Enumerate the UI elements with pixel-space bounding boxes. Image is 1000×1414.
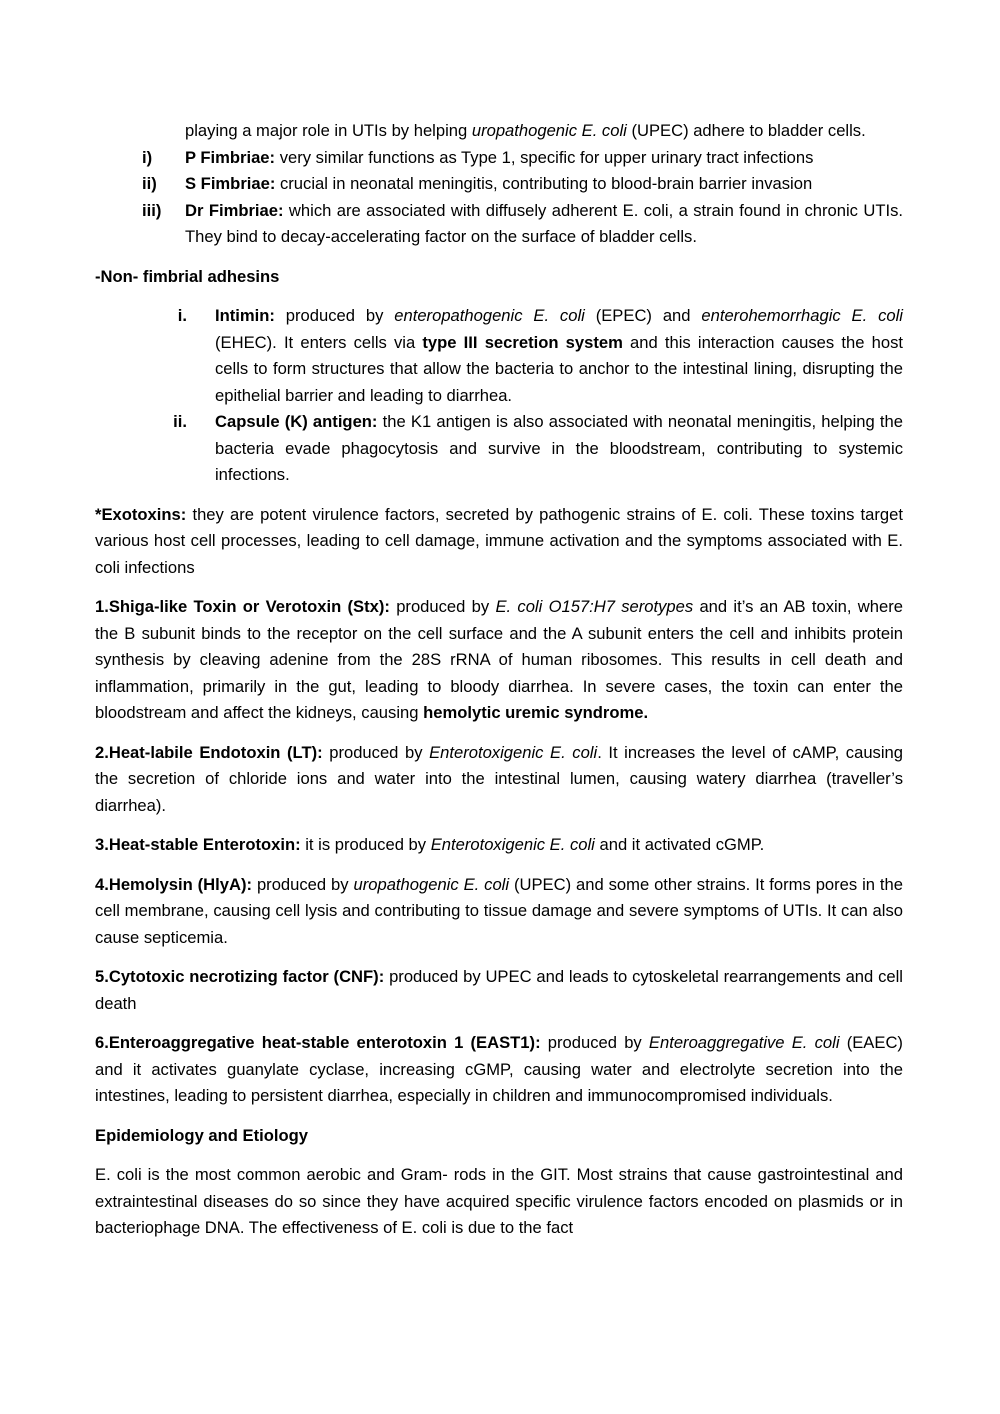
item-title: Capsule (K) antigen:: [215, 412, 378, 431]
item-title: S Fimbriae:: [185, 174, 276, 193]
section-heading-nonfimbrial: -Non- fimbrial adhesins: [95, 266, 280, 286]
toxin-3-paragraph: 3.Heat-stable Enterotoxin: it is produced by Enterotoxigenic E. coli and it activated cGMP.: [95, 835, 765, 854]
toxin-6-paragraph: 6.Enteroaggregative heat-stable enterotoxin 1 (EAST1): produced by Enteroaggregative E. coli (EAEC) and it activates guanylate cyclase, increasing cGMP, causing water and electrolyte secretion into the intestines, leading to persistent diarrhea, especially in children and immunocompromised individuals.: [95, 1033, 903, 1105]
fimbriae-item-s: ii) S Fimbriae: crucial in neonatal meningitis, contributing to blood-brain barrier invasion: [95, 171, 903, 198]
list-marker: i.: [177, 306, 187, 325]
document-page: [95, 118, 903, 1242]
list-marker: i): [142, 147, 153, 167]
exotoxins-paragraph: *Exotoxins: they are potent virulence factors, secreted by pathogenic strains of E. coli. These toxins target various host cell processes, leading to cell damage, immune activation and the symptoms associated with E. coli infections: [95, 504, 903, 577]
item-title: P Fimbriae:: [185, 147, 276, 167]
continued-paragraph: playing a major role in UTIs by helping uropathogenic E. coli (UPEC) adhere to bladder cells.: [185, 121, 866, 140]
toxin-5-paragraph: 5.Cytotoxic necrotizing factor (CNF): produced by UPEC and leads to cytoskeletal rearrangements and cell death: [95, 967, 903, 1013]
toxin-1-paragraph: 1.Shiga-like Toxin or Verotoxin (Stx): produced by E. coli O157:H7 serotypes and it’s an AB toxin, where the B subunit binds to the receptor on the cell surface and the A subunit enters the cell and inhibits protein synthesis by cleaving adenine from the 28S rRNA of human ribosomes. This results in cell death and inflammation, primarily in the gut, leading to bloody diarrhea. In severe cases, the toxin can enter the bloodstream and affect the kidneys, causing hemolytic uremic syndrome.: [95, 597, 903, 722]
toxin-2-paragraph: 2.Heat-labile Endotoxin (LT): produced by Enterotoxigenic E. coli. It increases the level of cAMP, causing the secretion of chloride ions and water into the intestinal lumen, causing watery diarrhea (traveller’s diarrhea).: [95, 742, 903, 815]
nonfimbrial-item-capsule: ii. Capsule (K) antigen: the K1 antigen is also associated with neonatal meningitis, helping the bacteria evade phagocytosis and survive in the bloodstream, contributing to systemic infections.: [95, 409, 903, 489]
epidemiology-paragraph: E. coli is the most common aerobic and Gram- rods in the GIT. Most strains that cause gastrointestinal and extraintestinal diseases do so since they have acquired specific virulence factors encoded on plasmids or in bacteriophage DNA. The effectiveness of E. coli is due to the fact: [95, 1165, 903, 1237]
nonfimbrial-item-intimin: i. Intimin: produced by enteropathogenic E. coli (EPEC) and enterohemorrhagic E. coli (EHEC). It enters cells via type III secretion system and this interaction causes the host cells to form structures that allow the bacteria to anchor to the intestinal lining, disrupting the epithelial barrier and leading to diarrhea.: [95, 303, 903, 409]
item-title: Dr Fimbriae:: [185, 200, 284, 220]
list-marker: ii): [142, 174, 157, 193]
fimbriae-item-p: i) P Fimbriae: very similar functions as Type 1, specific for upper urinary tract infections: [95, 145, 903, 172]
section-heading-epidemiology: Epidemiology and Etiology: [95, 1125, 308, 1145]
item-title: Intimin:: [215, 306, 275, 325]
list-marker: iii): [142, 200, 162, 220]
toxin-4-paragraph: 4.Hemolysin (HlyA): produced by uropathogenic E. coli (UPEC) and some other strains. It forms pores in the cell membrane, causing cell lysis and contributing to tissue damage and severe symptoms of UTIs. It can also cause septicemia.: [95, 874, 903, 947]
list-marker: ii.: [173, 412, 187, 431]
fimbriae-item-dr: iii) Dr Fimbriae: which are associated with diffusely adherent E. coli, a strain found in chronic UTIs. They bind to decay-accelerating factor on the surface of bladder cells.: [95, 198, 903, 251]
